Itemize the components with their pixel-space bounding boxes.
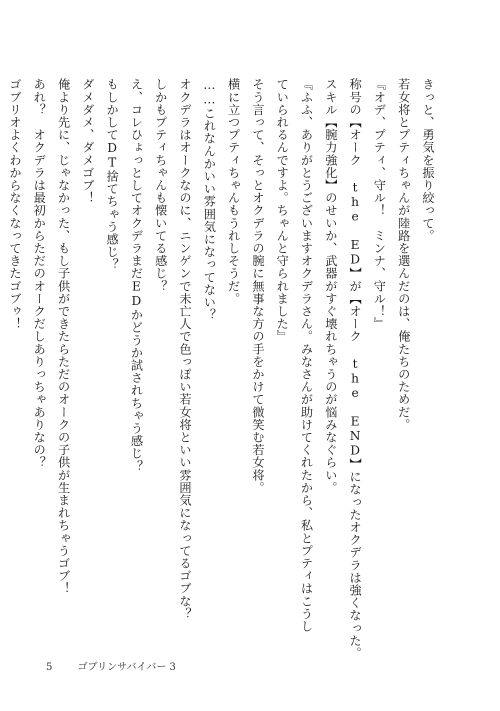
text-line: 称号の【オーク the ED】が【オーク the END】になったオクデラは強くなった。 [348,78,363,660]
page-number: 5 [46,662,53,673]
text-line: そう言って、そっとオクデラの腕に無事な方の手をかけて微笑む若女将。 [250,78,265,494]
text-line: 俺より先に、じゃなかった、もし子供ができたらただのオークの子供が生まれちゃうゴブ！ [56,78,71,595]
text-line: スキル【腕力強化】のせいか、武器がすぐ壊れちゃうのが悩みなぐらい。 [323,78,338,494]
text-line: あれ？ オクデラは最初からただのオークだしありっちゃありなの？ [32,78,47,469]
text-line: ……これなんかいい雰囲気になってない？ [202,78,217,321]
text-line: ダメダメ、ダメゴブ！ [80,78,95,204]
text-line: しかもプティちゃんも懐いてる感じ？ [153,78,168,293]
text-line: オクデラはオークなのに、ニンゲンで未亡人で色っぽい若女将といい雰囲気になってるゴブな？ [178,78,193,620]
text-line: え、コレひょっとしてオクデラまだEDかどうか試されちゃう感じ？ [129,78,144,473]
text-line: 横に立つプティちゃんもうれしそうだ。 [226,78,241,305]
body-text [7,78,440,660]
text-line: きっと、勇気を振り絞って。 [421,78,435,242]
book-title: ゴブリンサバイバー 3 [77,662,176,673]
text-line: 若女将とプティちゃんが陸路を選んだのは、俺たちのためだ。 [396,78,411,431]
text-line: ゴブリオよくわからなくなってきたゴブゥ！ [7,78,22,330]
text-line: 『オデ、プティ、守ル！ ミンナ、守ル！』 [372,78,387,330]
text-line: もしかしてDT捨てちゃう感じ？ [105,78,120,271]
text-line: 『ふふ、ありがとうございますオクデラさん。みなさんが助けてくれたから、私とプティはこうし [299,78,314,633]
text-line: ていられるんですよ。ちゃんと守られました』 [275,78,290,343]
page-footer [46,658,176,673]
